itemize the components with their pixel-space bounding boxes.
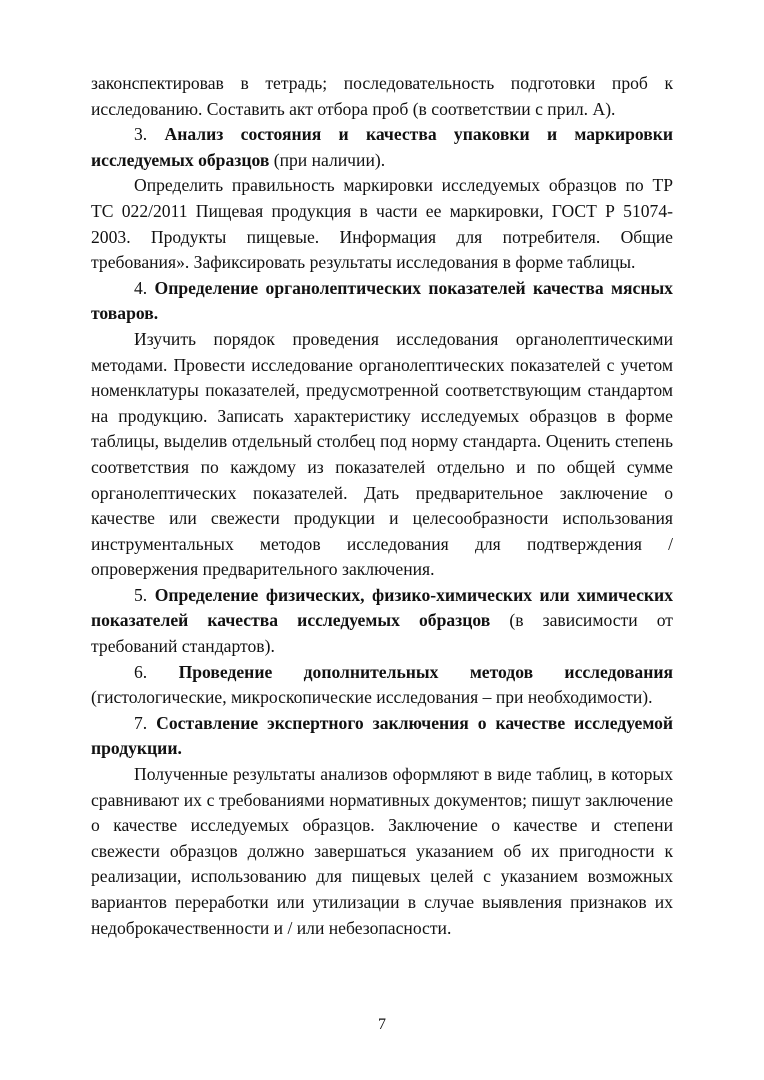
section-7-heading [91,711,673,762]
section-number: 5. [134,584,148,605]
section-title: Проведение дополнительных методов исследования [178,661,673,682]
section-number: 7. [134,712,148,733]
section-number: 3. [134,124,148,145]
section-title: Анализ состояния и качества упаковки и маркировки исследуемых образцов [91,124,674,170]
section-number: 6. [134,661,148,682]
section-7-body: Полученные результаты анализов оформляют в виде таблиц, в которых сравнивают их с требованиями нормативных документов; пишут заключение о качестве исследуемых образцов. Заключение о качестве и степени свежести образцов должно завершаться указанием об их пригодности к реализации, использованию для пищевых целей с указанием возможных вариантов переработки или утилизации в случае выявления признаков их недоброкачественности и / или небезопасности. [91,764,673,938]
section-note: (при наличии). [269,149,386,170]
section-title: Определение органолептических показателей качества мясных товаров. [91,277,673,324]
section-5-heading [91,583,673,660]
page-number: 7 [378,1016,386,1033]
section-6-heading [91,660,673,711]
section-note: (в зависимости от требований стандартов). [91,610,674,657]
paragraph-continuation: законспектировав в тетрадь; последовательность подготовки проб к исследованию. Составить акт отбора проб (в соответствии с прил. А). [91,73,673,119]
document-page [91,71,673,941]
section-3-body: Определить правильность маркировки исследуемых образцов по ТР ТС 022/2011 Пищевая продукция в части ее маркировки, ГОСТ Р 51074-2003. Продукты пищевые. Информация для потребителя. Общие требования». Зафиксировать результаты исследования в форме таблицы. [91,175,673,273]
section-number: 4. [134,277,148,298]
section-3-heading [91,122,673,173]
section-4-heading [91,276,673,327]
section-title: Составление экспертного заключения о качестве исследуемой продукции. [91,712,673,759]
section-note: (гистологические, микроскопические исследования – при необходимости). [91,687,653,708]
section-4-body: Изучить порядок проведения исследования органолептическими методами. Провести исследование органолептических показателей с учетом номенклатуры показателей, предусмотренной соответствующим стандартом на продукцию. Записать характеристику исследуемых образцов в форме таблицы, выделив отдельный столбец под норму стандарта. Оценить степень соответствия по каждому из показателей отдельно и по общей сумме органолептических показателей. Дать предварительное заключение о качестве или свежести продукции и целесообразности использования инструментальных методов исследования для подтверждения / опровержения предварительного заключения. [91,328,673,580]
section-title: Определение физических, физико-химических или химических показателей качества исследуемых образцов [91,584,673,631]
